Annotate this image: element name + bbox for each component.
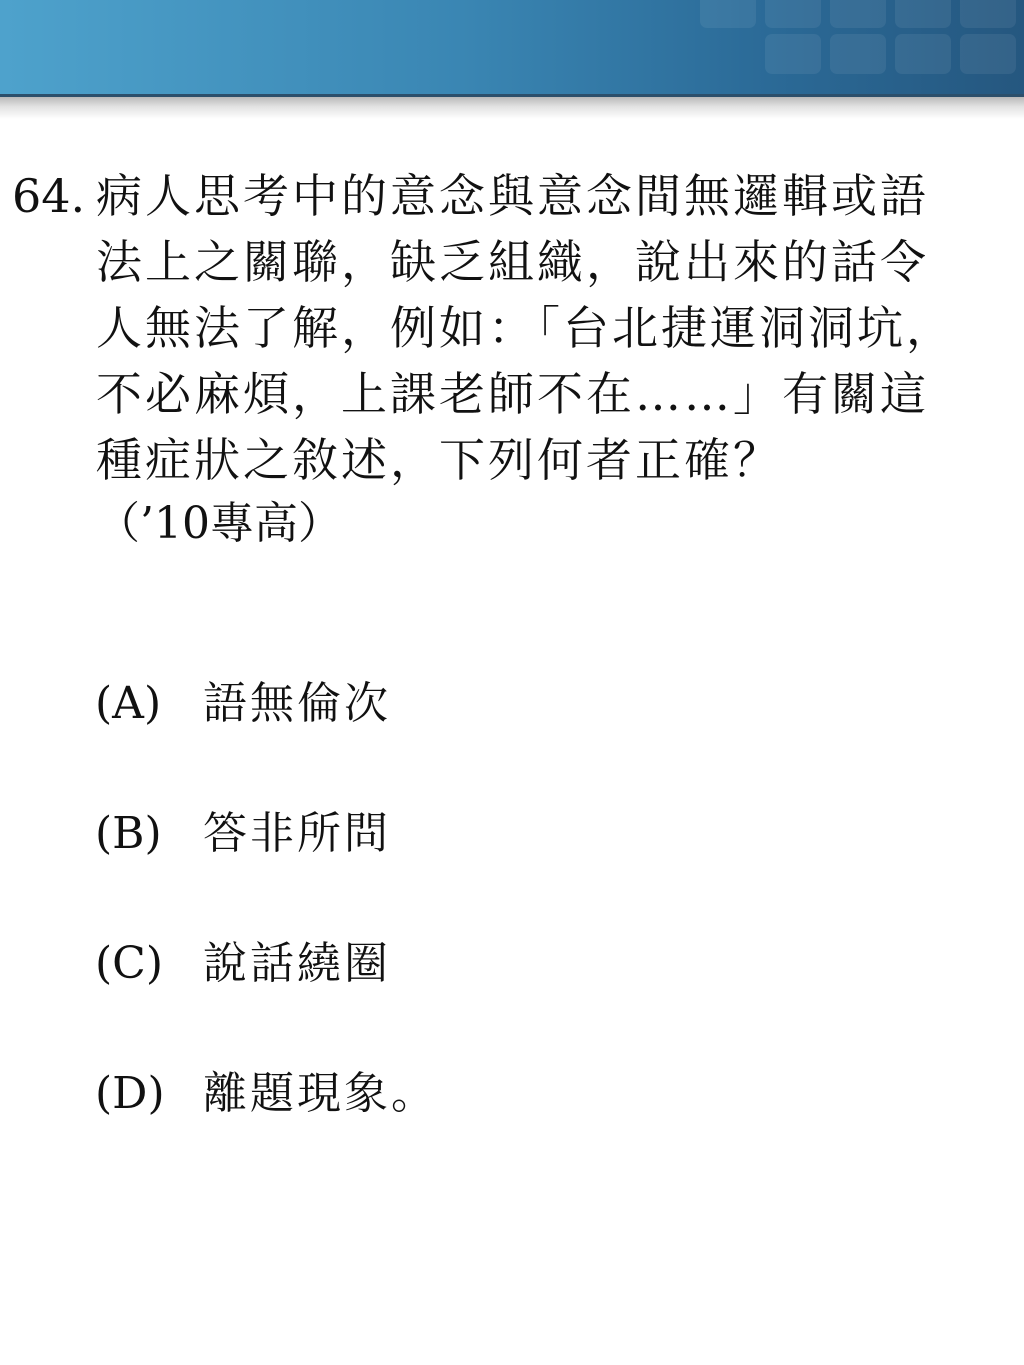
option-label: (C) [95,938,163,989]
option-label: (D) [95,1068,165,1119]
answer-options [95,673,438,1193]
question-number: 64. [12,169,86,223]
header-banner [0,0,1024,94]
header-shadow [0,97,1024,119]
option-label: (B) [95,808,162,859]
option-text: 語無倫次 [203,678,391,729]
question-line: 不必麻煩，上課老師不在……」有關這 [96,367,929,421]
option-text: 答非所問 [203,808,391,859]
option-b[interactable] [95,803,438,933]
question-source: （’10專高） [96,498,342,549]
question-line: 法上之關聯，缺乏組織，說出來的話令 [96,235,929,289]
option-label: (A) [95,678,162,729]
question-line: 病人思考中的意念與意念間無邏輯或語 [96,169,929,223]
option-text: 離題現象。 [203,1068,438,1119]
question-line: 人無法了解，例如：「台北捷運洞洞坑， [96,301,955,355]
question-line: 種症狀之敘述，下列何者正確？ [96,433,782,487]
option-text: 說話繞圈 [203,938,391,989]
option-c[interactable] [95,933,438,1063]
option-a[interactable] [95,673,438,803]
question-text [96,163,1024,493]
question-block [12,163,1024,555]
option-d[interactable] [95,1063,438,1193]
